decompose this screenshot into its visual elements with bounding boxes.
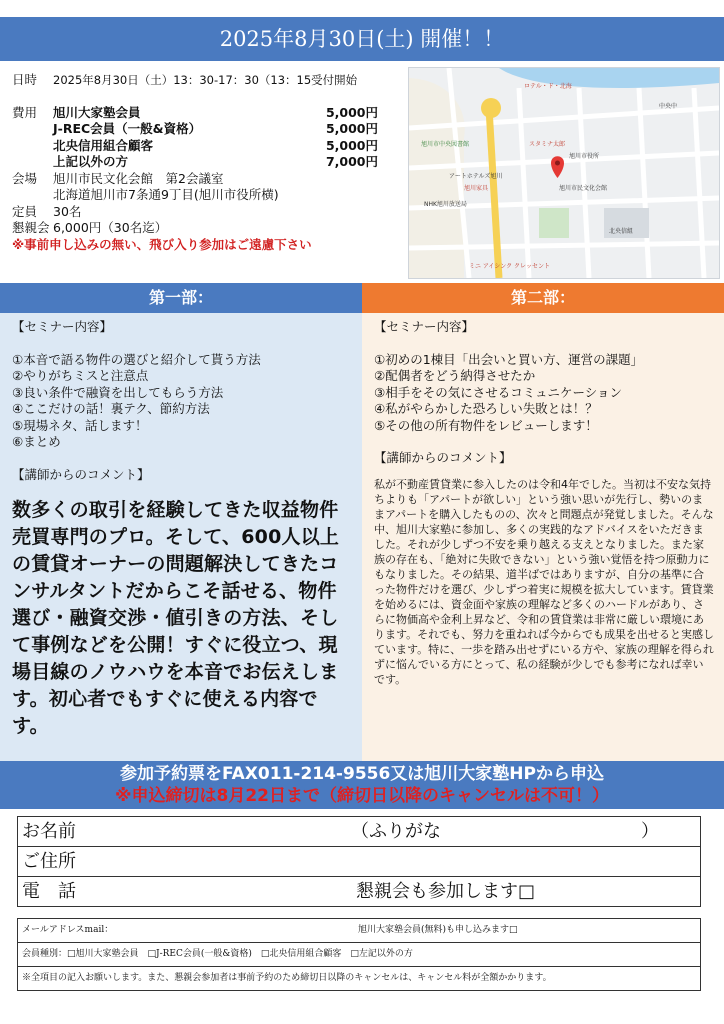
part2-panel (362, 313, 724, 761)
address-label: ご住所 (22, 851, 76, 872)
map-label: ミニ アイシンク クレッセント (469, 263, 550, 270)
venue-line2: 北海道旭川市7条通9丁目(旭川市役所横) (53, 187, 279, 202)
member-checkbox[interactable]: 旭川大家塾会員(無料)も申し込みます□ (358, 925, 518, 935)
fee-item: 北央信用組合顧客 5,000円 (53, 137, 378, 153)
part1-comment: 数多くの取引を経験してきた収益物件売買専門のプロ。そして、600人以上の賃貸オーナーの問題解決してきたコンサルタントだからこそ話せる、物件選び・融資交渉・値引きの方法、そして事例などを公開！すぐに役立つ、現場目線のノウハウを本音でお伝えします。初心者でもすぐに使える内容です。 (12, 499, 340, 737)
map-label: 北央信組 (609, 228, 634, 235)
registration-form (17, 816, 701, 907)
list-item: ⑤現場ネタ、話します！ (12, 417, 148, 433)
furigana-label: （ふりがな (351, 821, 441, 842)
party-row (12, 220, 398, 237)
email-label: メールアドレスmail： (22, 925, 114, 935)
part1-comment-label: 【講師からのコメント】 (12, 466, 150, 482)
fee-row (12, 105, 398, 171)
deadline-notice: ※申込締切は8月22日まで（締切日以降のキャンセルは不可！） (114, 786, 609, 806)
venue-row (12, 171, 398, 204)
list-item: ①初めの1棟目「出会いと買い方、運営の課題」 (374, 351, 644, 367)
phone-label: 電 話 (22, 881, 76, 902)
date-value: 2025年8月30日（土）13：30-17：30（13：15受付開始 (53, 73, 358, 87)
part1-content-label: 【セミナー内容】 (12, 319, 113, 334)
event-info (12, 72, 398, 253)
party-label: 懇親会 (12, 220, 50, 235)
member-type-row[interactable] (18, 943, 700, 967)
map-label: 旭川市中央図書館 (421, 141, 470, 148)
name-row[interactable] (18, 817, 700, 847)
party-value: 6,000円（30名迄） (53, 220, 168, 235)
map-graphic (409, 68, 719, 278)
map-label: スタミナ太郎 (529, 141, 566, 148)
venue-line1: 旭川市民文化会館 第2会議室 (53, 170, 224, 186)
venue-map[interactable] (408, 67, 720, 279)
list-item: ④私がやらかした恐ろしい失敗とは！？ (374, 401, 598, 416)
fee-label: 費用 (12, 104, 38, 120)
list-item: ③相手をその気にさせるコミュニケーション (374, 384, 622, 400)
map-label: 旭川市役所 (569, 153, 600, 160)
fee-item: 上記以外の方 7,000円 (53, 154, 378, 169)
date-label: 日時 (12, 72, 38, 87)
list-item: ①本音で語る物件の選びと紹介して貰う方法 (12, 351, 261, 367)
list-item: ⑤その他の所有物件をレビューします！ (374, 417, 598, 433)
part1-panel (0, 313, 362, 761)
part2-title: 第二部： (362, 283, 724, 313)
member-type-options[interactable]: 会員種別：□旭川大家塾会員 □J-REC会員(一般&資格) □北央信用組合顧客 □左記以外の方 (22, 949, 413, 959)
phone-row[interactable] (18, 877, 700, 906)
name-label: お名前 (22, 821, 76, 842)
capacity-row (12, 204, 398, 221)
furigana-close: ） (641, 821, 659, 842)
map-label: 旭川家具 (464, 185, 489, 192)
event-date-header: 2025年8月30日(土) 開催！！ (0, 17, 724, 61)
form-note: ※全項目の記入お願いします。また、懇親会参加者は事前予約のため締切日以降のキャンセルは、キャンセル料が全額かかります。 (22, 973, 552, 983)
list-item: ②配偶者をどう納得させたか (374, 368, 536, 383)
registration-form-details (17, 918, 701, 991)
address-row[interactable] (18, 847, 700, 877)
map-label: ロテル・ド・北海 (524, 83, 572, 90)
map-label: アートホテルズ旭川 (449, 173, 503, 180)
map-label: 旭川市民文化会館 (559, 185, 608, 192)
note-row (18, 967, 700, 990)
map-label: 中央中 (659, 103, 678, 110)
list-item: ⑥まとめ (12, 434, 61, 449)
part1-title: 第一部： (0, 283, 362, 313)
capacity-label: 定員 (12, 203, 38, 219)
list-item: ②やりがちミスと注意点 (12, 368, 149, 383)
date-row (12, 72, 398, 89)
fax-instruction: 参加予約票をFAX011-214-9556又は旭川大家塾HPから申込 (119, 764, 604, 784)
venue-label: 会場 (12, 170, 38, 186)
email-row[interactable] (18, 919, 700, 943)
part2-comment: 私が不動産賃貸業に参入したのは令和4年でした。当初は不安な気持ちよりも「アパートが欲しい」という強い思いが先行し、勢いのままアパートを購入したものの、次々と問題点が発覚しました。そんな中、旭川大家塾に参加し、多くの実践的なアドバイスをいただきました。それが少しずつ不安を乗り越える支えとなりました。また家族の存在も、「絶対に失敗できない」という強い覚悟を持つ原動力にもなりました。その結果、道半ばではありますが、自分の基準に合った物件だけを選び、少しずつ着実に規模を拡大しています。賃貸業を始めるには、資金面や家族の理解など多くのハードルがあり、さらに物価高や金利上昇など、令和の賃貸業は非常に厳しい環境にあります。それでも、努力を重ねれば今からでも成果を出せると実感しています。特に、一歩を踏み出せずにいる方や、家族の理解を得られずに悩んでいる方にとって、私の経験が少しでも参考になれば幸いです。 (374, 477, 715, 686)
capacity-value: 30名 (53, 203, 82, 219)
fee-item: 旭川大家塾会員 5,000円 (53, 104, 378, 120)
list-item: ③良い条件で融資を出してもらう方法 (12, 384, 224, 400)
part2-comment-label: 【講師からのコメント】 (374, 450, 512, 465)
application-band (0, 761, 724, 809)
map-label: NHK旭川放送局 (424, 201, 467, 208)
list-item: ④ここだけの話！裏テク、節約方法 (12, 401, 210, 416)
party-checkbox[interactable]: 懇親会も参加します□ (356, 881, 536, 902)
part2-content-label: 【セミナー内容】 (374, 319, 475, 334)
walk-in-warning: ※事前申し込みの無い、飛び入り参加はご遠慮下さい (12, 236, 312, 252)
fee-item: J-REC会員（一般&資格） 5,000円 (53, 121, 378, 136)
